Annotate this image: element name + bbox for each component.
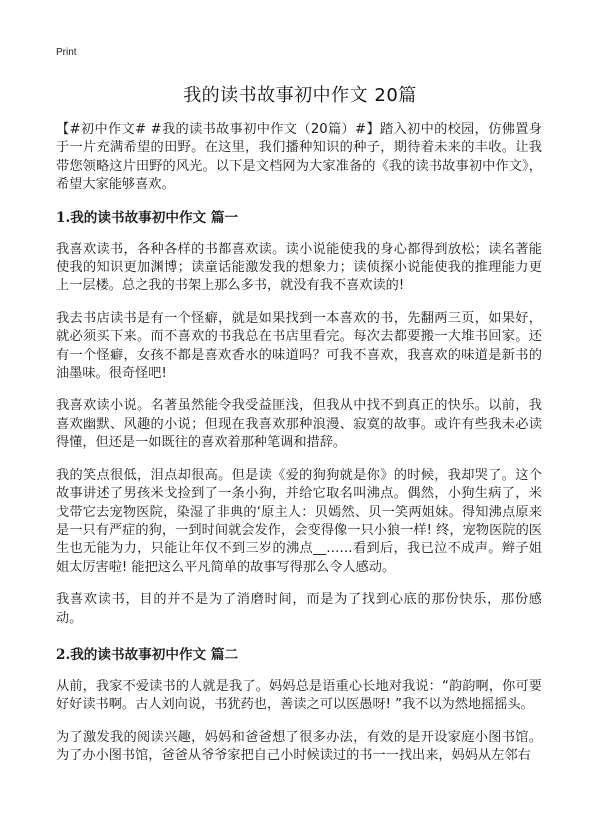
section-1-paragraph-2: 我去书店读书是有一个怪癖，就是如果找到一本喜欢的书，先翻两三页，如果好，就必须买下来。而不喜欢的书我总在书店里看完。每次去都要搬一大堆书回家。还有一个怪癖，女孩不都是喜欢香水的味道吗？可我不喜欢，我喜欢的味道是新书的油墨味。很奇怪吧!: [56, 310, 542, 382]
section-heading-1: 1.我的读书故事初中作文 篇一: [56, 209, 239, 226]
section-2-paragraph-2: 为了激发我的阅读兴趣，妈妈和爸爸想了很多办法，有效的是开设家庭小图书馆。为了办小图书馆，爸爸从爷爷家把自己小时候读过的书一一找出来，妈妈从左邻右: [56, 729, 542, 764]
section-1-paragraph-5: 我喜欢读书，目的并不是为了消磨时间，而是为了找到心底的那份快乐，那份感动。: [56, 592, 542, 626]
document-body: [56, 121, 542, 780]
document-title: 我的读书故事初中作文 20篇: [183, 85, 417, 106]
section-1-paragraph-1: 我喜欢读书，各种各样的书都喜欢读。读小说能使我的身心都得到放松；读名著能使我的知识更加渊博；读童话能激发我的想象力；读侦探小说能使我的推理能力更上一层楼。总之我的书架上那么多书，就没有我不喜欢读的!: [56, 241, 542, 294]
section-heading-2: 2.我的读书故事初中作文 篇二: [56, 646, 239, 663]
section-2-paragraph-1: 从前，我家不爱读书的人就是我了。妈妈总是语重心长地对我说：“韵韵啊，你可要好好读书啊。古人刘向说，书犹药也，善读之可以医愚呀! ”我不以为然地摇摇头。: [56, 678, 542, 713]
intro-paragraph: 【#初中作文# #我的读书故事初中作文（20篇）#】踏入初中的校园，仿佛置身于一片充满希望的田野。在这里，我们播种知识的种子，期待着未来的丰收。让我带您领略这片田野的风光。以下是文档网为大家准备的《我的读书故事初中作文》，希望大家能够喜欢。: [56, 122, 542, 193]
section-1-paragraph-4: 我的笑点很低，泪点却很高。但是读《爱的狗狗就是你》的时候，我却哭了。这个故事讲述了男孩米戈捡到了一条小狗，并给它取名叫沸点。偶然，小狗生病了，米戈带它去宠物医院，染湿了非典的‘原主人：贝嫣然、贝一笑两姐妹。得知沸点原来是一只有严症的狗，一到时间就会发作，会变得像一只小狼一样! 终，宠物医院的医生也无能为力，只能让年仅不到三岁的沸点__……看到后，我已泣不成声。辫子姐姐太厉害啦! 能把这么平凡简单的故事写得那么令人感动。: [56, 467, 542, 575]
section-1-paragraph-3: 我喜欢读小说。名著虽然能令我受益匪浅，但我从中找不到真正的快乐。以前，我喜欢幽默、风趣的小说；但现在我喜欢那种浪漫、寂寞的故事。或许有些我未必读得懂，但还是一如既往的喜欢着那种笔调和措辞。: [56, 398, 542, 451]
print-label: Print: [56, 47, 77, 58]
